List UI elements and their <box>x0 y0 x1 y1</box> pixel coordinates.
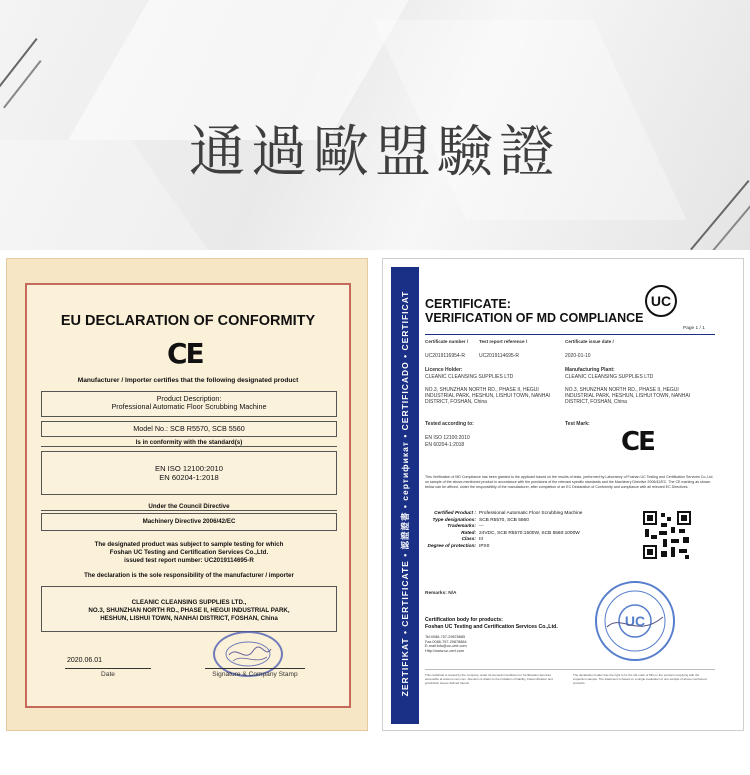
footer-right: The declaration holder has the right to fix the CE mark of MD on the product complying with the inspection sample. The statement is based on a single evaluation of one sample of above mentioned products. <box>573 673 707 685</box>
contact-info <box>425 635 467 653</box>
product-description-box <box>41 391 337 417</box>
conformity-statement: Is in conformity with the standard(s) <box>41 439 337 447</box>
company-line: CLEANIC CLEANSING SUPPLIES LTD., <box>131 599 247 606</box>
product-row-label: Trademarks: <box>447 524 476 530</box>
standard-item: EN 60204-1:2018 <box>159 473 219 482</box>
company-line: NO.3, SHUNZHAN NORTH RD., PHASE II, HEGUI INDUSTRIAL PARK, <box>88 607 290 614</box>
manufacturer-statement: Manufacturer / Importer certifies that the following designated product <box>77 377 299 384</box>
product-row-value: IPX0 <box>479 543 490 549</box>
svg-text:UC: UC <box>624 613 646 629</box>
remarks: Remarks: N/A <box>425 591 457 596</box>
model-number: Model No.: SCB R5570, SCB 5560 <box>133 424 245 433</box>
banner <box>0 0 750 250</box>
directive-box <box>41 513 337 531</box>
tested-standard: EN 60204-1:2018 <box>425 442 465 448</box>
uc-logo-text: UC <box>650 293 672 309</box>
qr-code-icon <box>643 511 691 559</box>
product-row-label: Class: <box>461 537 476 543</box>
certification-stamp-icon <box>597 583 673 659</box>
date-line <box>65 668 151 669</box>
band-text: ZERTIFIKAT • CERTIFICATE • 認證證書 • сертификат • CERTIFICADO • CERTIFICAT <box>400 290 410 697</box>
date-value: 2020.06.01 <box>67 657 103 664</box>
verification-text: This Verification of MD Compliance has been granted to the applicant based on the results of tests, performed by Laboratory of Foshan UC Testing and Certification Services Co.,Ltd. on sample of the above-mentioned product in accordance with the provisions of the relevant specific standards and the Machinery Directive 2006/42/EC. The CE marking as shown below can be affixed, under the responsibility of the manufacturer, after completion of an EC Declaration of Conformity and compliance with all relevant EC Directives. <box>425 475 714 489</box>
product-row-label: Degree of protection: <box>427 543 476 549</box>
certificate-border <box>25 283 351 708</box>
product-row-label: Type designations: <box>432 517 476 523</box>
issue-date-label: Certificate issue date / <box>565 339 614 344</box>
date-label: Date <box>101 671 115 678</box>
md-compliance-certificate <box>382 258 744 731</box>
product-row-label: Rated: <box>461 530 476 536</box>
issue-date: 2020-01-10 <box>565 353 591 359</box>
tested-standard: EN ISO 12100:2010 <box>425 435 470 441</box>
company-box <box>41 586 337 632</box>
product-row-value: III <box>479 537 483 543</box>
footer-left: This certificate is issued by the company under its General Conditions for Certification Services accessible at www.uc-cert.com. Attention is drawn to the limitation of liability, indemnification and jurisdiction issues defined therein. <box>425 673 553 685</box>
testing-line: Foshan UC Testing and Certification Services Co.,Ltd. <box>109 549 269 556</box>
uc-logo <box>645 285 677 317</box>
licence-holder-label: Licence Holder: <box>425 367 463 373</box>
testing-statement <box>37 541 341 565</box>
directive-name: Machinery Directive 2006/42/EC <box>142 518 236 525</box>
model-box <box>41 421 337 437</box>
eu-declaration-certificate <box>6 258 368 731</box>
product-row <box>425 544 645 551</box>
standard-item: EN ISO 12100:2010 <box>155 464 223 473</box>
cert-number: UC2019116954-R <box>425 353 465 359</box>
certification-body-label: Certification body for products: <box>425 617 503 623</box>
ce-mark: CE <box>167 337 203 370</box>
tested-label: Tested according to: <box>425 421 474 427</box>
divider <box>425 334 715 335</box>
ce-mark: CE <box>621 427 654 457</box>
contact-line: E-mail:info@uc-cert.com <box>425 644 467 649</box>
decorative-slash <box>711 205 750 250</box>
plant-label: Manufacturing Plant: <box>565 367 615 373</box>
directive-heading: Under the Council Directive <box>41 503 337 511</box>
testing-line: issued test report number: UC2019114695-R <box>124 557 254 564</box>
company-line: HESHUN, LISHUI TOWN, NANHAI DISTRICT, FOSHAN, China <box>100 615 278 622</box>
contact-line: Fax:0086-757-29878884 <box>425 639 467 644</box>
product-row-value: --- <box>479 524 484 530</box>
cert-number-label: Certificate number / <box>425 339 469 344</box>
qr-code <box>643 511 691 559</box>
certificate-title: CERTIFICATE: <box>425 297 511 311</box>
plant-address: NO.3, SHUNZHAN NORTH RD., PHASE II, HEGUI INDUSTRIAL PARK, HESHUN, LISHUI TOWN, NANHAI DISTRICT, FOSHAN, China <box>565 387 691 405</box>
banner-title: 通過歐盟驗證 <box>189 120 561 185</box>
product-row <box>425 524 645 531</box>
certificate-side-band <box>391 267 419 724</box>
certificate-subtitle: VERIFICATION OF MD COMPLIANCE <box>425 311 644 325</box>
product-description: Professional Automatic Floor Scrubbing Machine <box>111 402 267 411</box>
decorative-slash <box>3 60 42 109</box>
footer-divider <box>425 669 715 670</box>
report-ref-label: Test report reference / <box>479 339 528 344</box>
certification-stamp <box>595 581 675 661</box>
product-details <box>425 511 645 551</box>
signature-label: Signature & Company Stamp <box>212 671 298 678</box>
product-row-label: Certified Product : <box>434 511 476 516</box>
page-number: Page 1 / 1 <box>683 326 705 331</box>
licence-holder: CLEANIC CLEANSING SUPPLIES LTD <box>425 374 514 380</box>
contact-line: Tel:0086-757-29878885 <box>425 635 466 639</box>
licence-address: NO.3, SHUNZHAN NORTH RD., PHASE II, HEGUI INDUSTRIAL PARK, HESHUN, LISHUI TOWN, NANHAI DISTRICT, FOSHAN, China <box>425 387 551 405</box>
certification-body-name: Foshan UC Testing and Certification Services Co.,Ltd. <box>425 624 558 630</box>
product-row <box>425 537 645 544</box>
standards-box <box>41 451 337 495</box>
product-row-value: SCB R5570, SCB 5560 <box>479 517 529 523</box>
product-row <box>425 511 645 518</box>
responsibility-statement: The declaration is the sole responsibility of the manufacturer / importer <box>84 572 294 579</box>
product-description-label: Product Description: <box>156 394 222 403</box>
product-row-value: 24VDC, SCB R5570:1500W, SCB 5560:1000W <box>479 530 580 536</box>
certificate-title: EU DECLARATION OF CONFORMITY <box>60 313 316 329</box>
report-ref: UC2019114695-R <box>479 353 519 359</box>
testing-line: The designated product was subject to sample testing for which <box>94 541 284 548</box>
test-mark-label: Test Mark: <box>565 421 590 427</box>
signature-line <box>205 668 305 669</box>
plant-name: CLEANIC CLEANSING SUPPLIES LTD <box>565 374 654 380</box>
contact-line: Http://www.uc-cert.com <box>425 648 465 653</box>
product-row-value: Professional Automatic Floor Scrubbing Machine <box>479 511 583 516</box>
product-row <box>425 531 645 538</box>
